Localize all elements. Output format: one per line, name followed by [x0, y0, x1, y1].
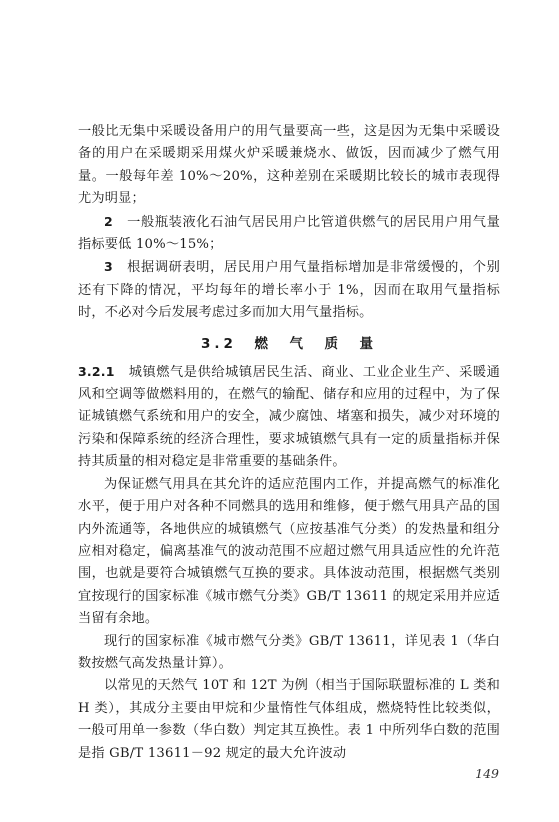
section-title: 3.2 燃 气 质 量 — [201, 335, 377, 352]
clause-text: 城镇燃气是供给城镇居民生活、商业、工业企业生产、采暖通风和空调等做燃料用的，在燃气的输配、储存和应用的过程中，为了保证城镇燃气系统和用户的安全，减少腐蚀、堵塞和损失，减少对环境的污染和保障系统的经济合理性，要求城镇燃气具有一定的质量指标并保持其质量的相对稳定是非常重要的基础条件。 — [78, 364, 501, 470]
clause-number: 3.2.1 — [78, 363, 115, 379]
paragraph-5: 为保证燃气用具在其允许的适应范围内工作，并提高燃气的标准化水平，便于用户对各种不同燃具的选用和维修，便于燃气用具产品的国内外流通等，各地供应的城镇燃气（应按基准气分类）的发热量和组分应相对稳定，偏离基准气的波动范围不应超过燃气用具适应性的允许范围，也就是要符合城镇燃气互换的要求。具体波动范围，根据燃气类别宜按现行的国家标准《城市燃气分类》GB/T 13611 的规定采用并应适当留有余地。 — [78, 476, 500, 627]
paragraph-6: 现行的国家标准《城市燃气分类》GB/T 13611，详见表 1（华白数按燃气高发热量计算）。 — [78, 633, 500, 671]
paragraph-2 — [78, 211, 500, 257]
paragraph-3 — [78, 256, 500, 324]
document-body — [78, 121, 500, 765]
paragraph-2-text: 一般瓶装液化石油气居民用户比管道供燃气的居民用户用气量指标要低 10%～15%； — [78, 214, 500, 253]
item-number-2: 2 — [104, 213, 113, 229]
page-number: 149 — [475, 766, 499, 781]
paragraph-1: 一般比无集中采暖设备用户的用气量要高一些，这是因为无集中采暖设备的用户在采暖期采用煤火炉采暖兼烧水、做饭，因而减少了燃气用量。一般每年差 10%～20%，这种差别在采暖期比较长的城市表现得尤为明显； — [78, 124, 500, 207]
paragraph-7: 以常见的天然气 10T 和 12T 为例（相当于国际联盟标准的 L 类和 H 类），其成分主要由甲烷和少量惰性气体组成，燃烧特性比较类似，一般可用单一参数（华白数）判定其互换性。表 1 中所列华白数的范围是指 GB/T 13611－92 规定的最大允许波动 — [78, 678, 500, 761]
item-number-3: 3 — [104, 259, 113, 275]
paragraph-clause-3-2-1 — [78, 361, 500, 474]
paragraph-3-text: 根据调研表明，居民用户用气量指标增加是非常缓慢的，个别还有下降的情况，平均每年的增长率小于 1%，因而在取用气量指标时，不必对今后发展考虑过多而加大用气量指标。 — [78, 260, 500, 321]
